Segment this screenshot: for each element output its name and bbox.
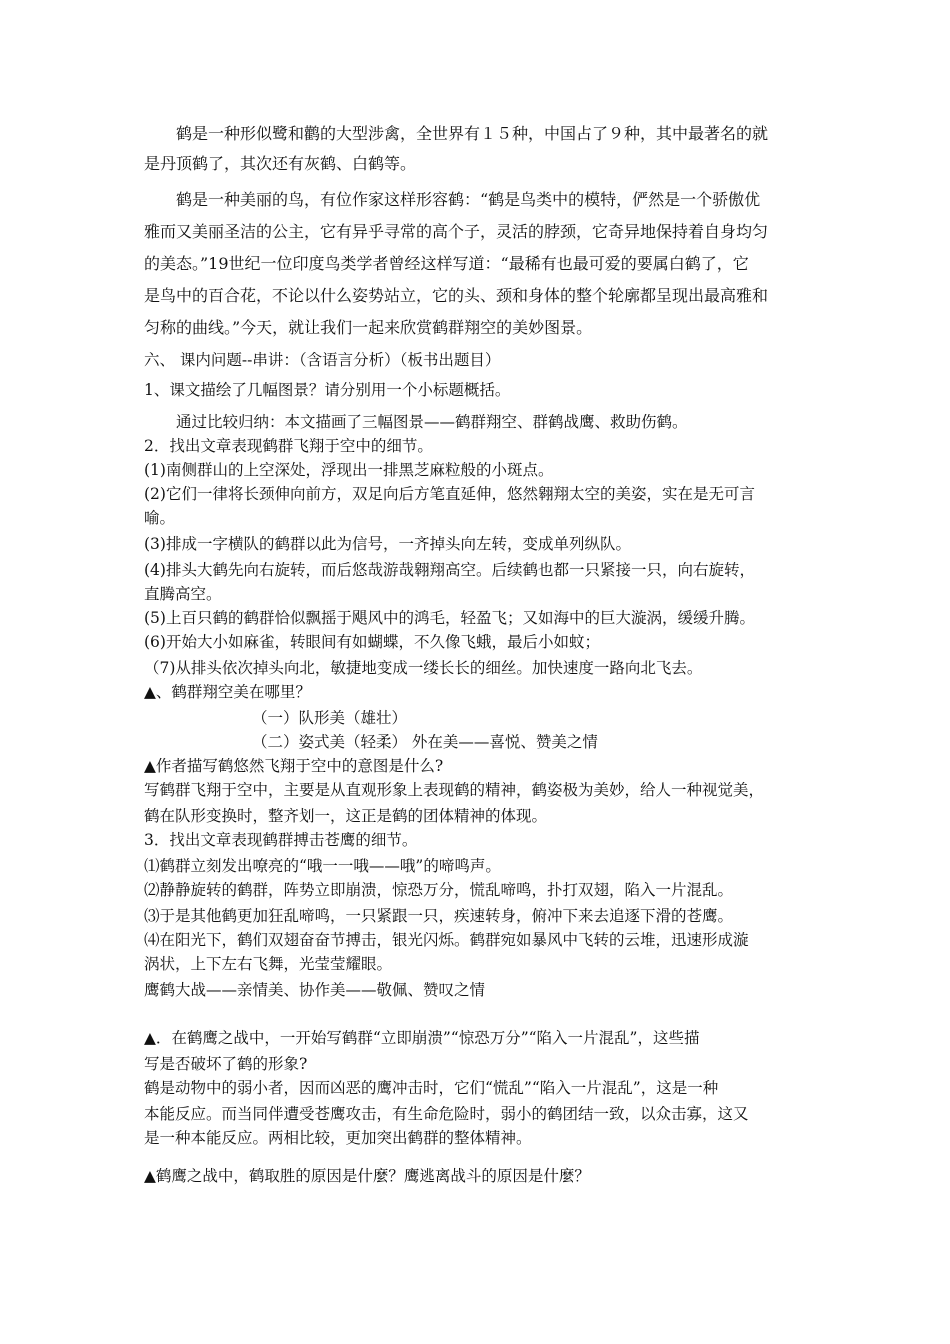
triangle-question-4: ▲鹤鹰之战中，鹤取胜的原因是什麼？鹰逃离战斗的原因是什麼？ bbox=[144, 1167, 590, 1185]
intro-paragraph-1-line-1: 鹤是一种形似鹭和鹳的大型涉禽，全世界有１５种，中国占了９种，其中最著名的就 bbox=[176, 124, 769, 143]
intro-paragraph-2-line-2: 雅而又美丽圣洁的公主，它有异乎寻常的高个子，灵活的脖颈，它奇异地保持着自身均匀 bbox=[144, 222, 769, 241]
beauty-point-1: （一）队形美（雄壮） bbox=[252, 709, 408, 727]
intro-paragraph-1-line-2: 是丹顶鹤了，其次还有灰鹤、白鹤等。 bbox=[144, 154, 417, 173]
battle-detail-1: ⑴鹤群立刻发出嘹亮的“哦一一哦——哦”的啼鸣声。 bbox=[144, 857, 501, 875]
triangle-question-1: ▲、鹤群翔空美在哪里？ bbox=[144, 683, 311, 701]
intro-paragraph-2-line-3: 的美态。”19世纪一位印度鸟类学者曾经这样写道：“最稀有也最可爱的要属白鹤了，它 bbox=[144, 254, 749, 273]
flight-detail-2-line-2: 喻。 bbox=[144, 509, 176, 527]
flight-detail-6: (6)开始大小如麻雀，转眼间有如蝴蝶，不久像飞蛾，最后小如蚊； bbox=[144, 633, 600, 651]
flight-detail-4-line-2: 直腾高空。 bbox=[144, 585, 222, 603]
triangle-question-3-line-2: 写是否破坏了鹤的形象? bbox=[144, 1055, 308, 1073]
triangle-question-2: ▲作者描写鹤悠然飞翔于空中的意图是什么? bbox=[144, 757, 444, 775]
intro-paragraph-2-line-4: 是鸟中的百合花，不论以什么姿势站立，它的头、颈和身体的整个轮廓都呈现出最高雅和 bbox=[144, 286, 769, 305]
answer-3-line-2: 本能反应。而当同伴遭受苍鹰攻击，有生命危险时，弱小的鹤团结一致，以众击寡，这又 bbox=[144, 1105, 749, 1123]
answer-1: 通过比较归纳：本文描画了三幅图景——鹤群翔空、群鹤战鹰、救助伤鹤。 bbox=[176, 413, 688, 431]
battle-summary: 鹰鹤大战——亲情美、协作美——敬佩、赞叹之情 bbox=[144, 981, 486, 999]
battle-detail-4-line-1: ⑷在阳光下，鹤们双翅奋奋节搏击，银光闪烁。鹤群宛如暴风中飞转的云堆，迅速形成漩 bbox=[144, 931, 749, 949]
intro-paragraph-2-line-1: 鹤是一种美丽的鸟，有位作家这样形容鹤：“鹤是鸟类中的模特，俨然是一个骄傲优 bbox=[176, 190, 761, 209]
battle-detail-4-line-2: 涡状，上下左右飞舞，光莹莹耀眼。 bbox=[144, 955, 393, 973]
question-1: 1、课文描绘了几幅图景？请分别用一个小标题概括。 bbox=[144, 381, 511, 399]
battle-detail-3: ⑶于是其他鹤更加狂乱啼鸣，一只紧跟一只，疾速转身，俯冲下来去追逐下滑的苍鹰。 bbox=[144, 907, 734, 925]
answer-2-line-1: 写鹤群飞翔于空中，主要是从直观形象上表现鹤的精神，鹤姿极为美妙，给人一种视觉美， bbox=[144, 781, 765, 799]
flight-detail-7: （7)从排头依次掉头向北，敏捷地变成一缕长长的细丝。加快速度一路向北飞去。 bbox=[144, 659, 703, 677]
triangle-question-3-line-1: ▲．在鹤鹰之战中，一开始写鹤群“立即崩溃”“惊恐万分”“陷入一片混乱”，这些描 bbox=[144, 1029, 700, 1047]
flight-detail-4-line-1: (4)排头大鹤先向右旋转，而后悠哉游哉翱翔高空。后续鹤也都一只紧接一只，向右旋转， bbox=[144, 561, 755, 579]
flight-detail-2-line-1: (2)它们一律将长颈伸向前方，双足向后方笔直延伸，悠然翱翔太空的美姿，实在是无可言 bbox=[144, 485, 755, 503]
answer-3-line-3: 是一种本能反应。两相比较，更加突出鹤群的整体精神。 bbox=[144, 1129, 532, 1147]
question-2: 2．找出文章表现鹤群飞翔于空中的细节。 bbox=[144, 437, 433, 455]
battle-detail-2: ⑵静静旋转的鹤群，阵势立即崩溃，惊恐万分，慌乱啼鸣，扑打双翅，陷入一片混乱。 bbox=[144, 881, 734, 899]
flight-detail-3: (3)排成一字横队的鹤群以此为信号，一齐掉头向左转，变成单列纵队。 bbox=[144, 535, 631, 553]
flight-detail-5: (5)上百只鹤的鹤群恰似飘摇于飓风中的鸿毛，轻盈飞；又如海中的巨大漩涡，缓缓升腾。 bbox=[144, 609, 755, 627]
flight-detail-1: (1)南侧群山的上空深处，浮现出一排黑芝麻粒般的小斑点。 bbox=[144, 461, 554, 479]
question-3: 3．找出文章表现鹤群搏击苍鹰的细节。 bbox=[144, 831, 418, 849]
answer-2-line-2: 鹤在队形变换时，整齐划一，这正是鹤的团体精神的体现。 bbox=[144, 807, 548, 825]
section-6-heading: 六、 课内问题--串讲：（含语言分析）（板书出题目） bbox=[144, 351, 501, 369]
beauty-point-2: （二）姿式美（轻柔） 外在美——喜悦、赞美之情 bbox=[252, 733, 598, 751]
answer-3-line-1: 鹤是动物中的弱小者，因而凶恶的鹰冲击时，它们“慌乱”“陷入一片混乱”，这是一种 bbox=[144, 1079, 719, 1097]
intro-paragraph-2-line-5: 匀称的曲线。”今天，就让我们一起来欣赏鹤群翔空的美妙图景。 bbox=[144, 318, 593, 337]
